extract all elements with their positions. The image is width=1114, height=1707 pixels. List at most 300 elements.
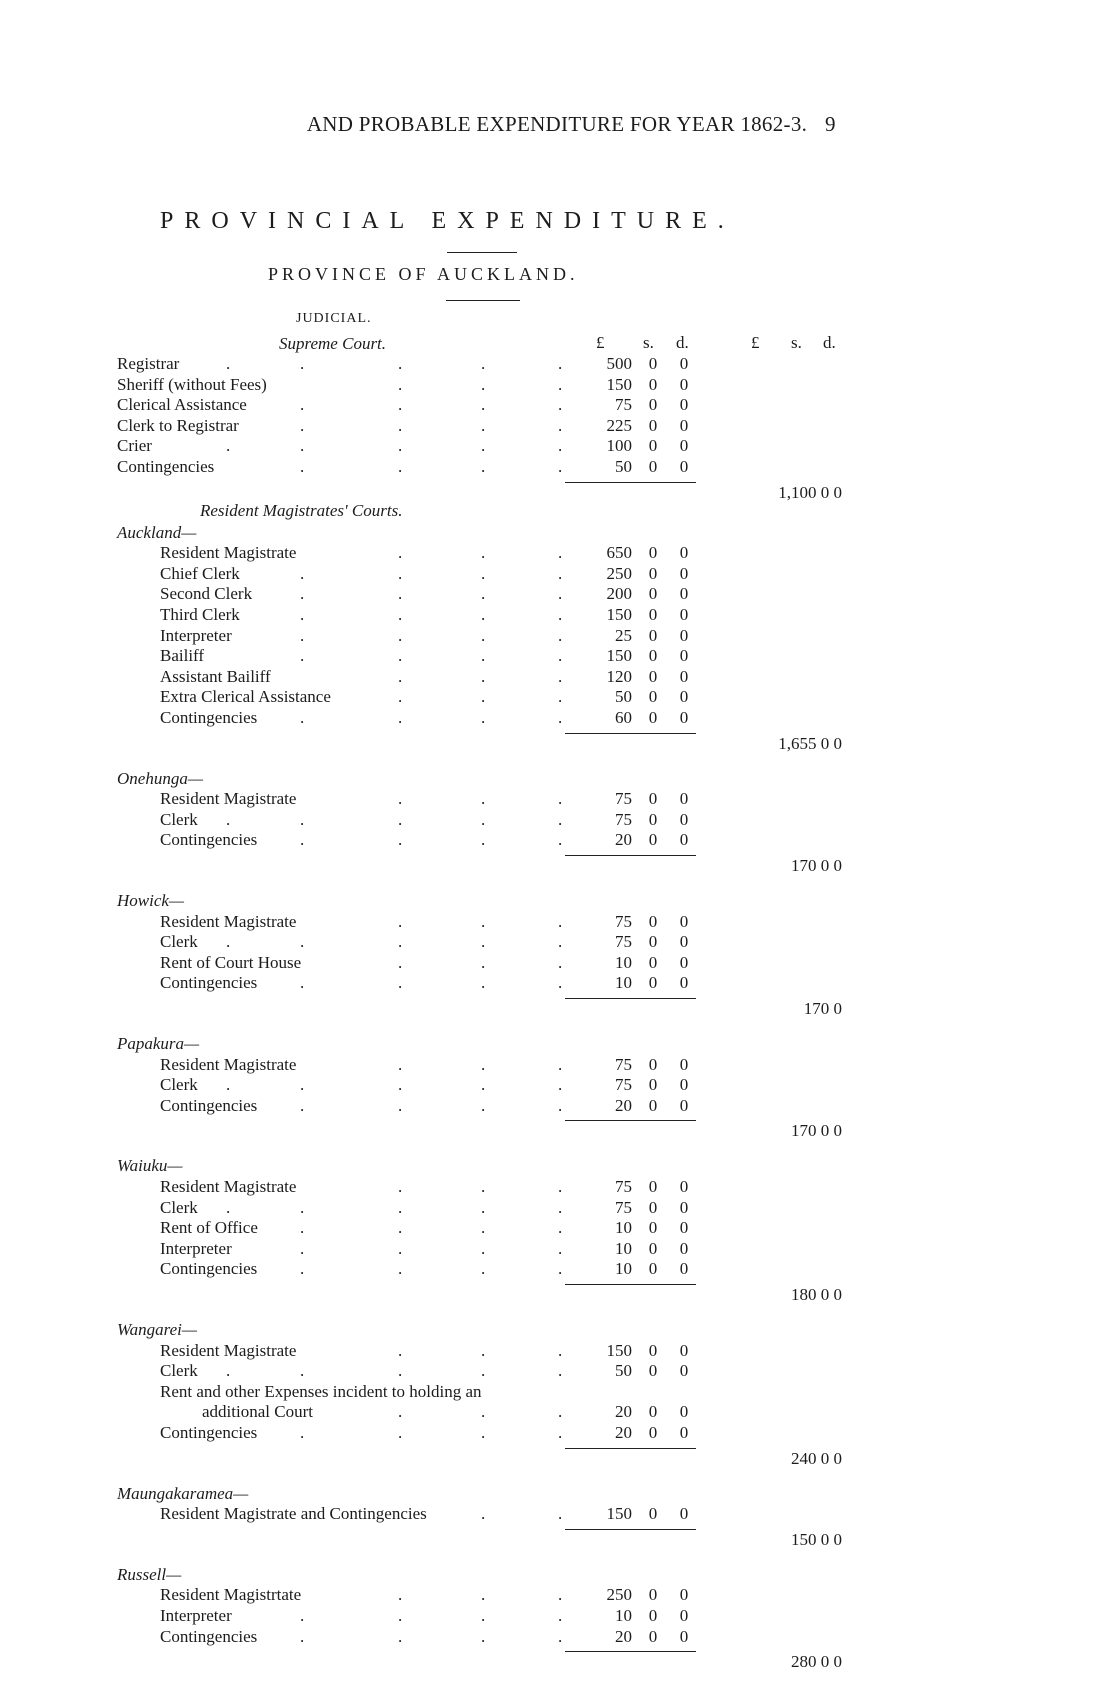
leader-dot: . (398, 1197, 403, 1217)
amount-pounds: 150 (606, 605, 632, 624)
leader-dot: . (226, 809, 231, 829)
amount-shillings: 0 (648, 666, 658, 686)
amount-pence: 0 (679, 584, 689, 604)
amount-pence: 0 (679, 708, 689, 727)
amount-pounds: 75 (615, 1075, 632, 1095)
leader-dot: . (558, 830, 563, 850)
line-item (0, 1341, 1114, 1361)
line-item (0, 1218, 1114, 1238)
amount-pounds: 10 (615, 1218, 632, 1238)
line-item-label: Third Clerk (160, 605, 240, 624)
amount-pence: 0 (679, 911, 689, 931)
leader-dot: . (300, 932, 305, 952)
line-item-label: Clerk (160, 1361, 198, 1381)
amount-shillings: 0 (648, 1177, 658, 1196)
leader-dot: . (558, 1626, 563, 1646)
leader-dot: . (398, 1238, 403, 1258)
line-item-label: Extra Clerical Assistance (160, 687, 331, 707)
leader-dot: . (398, 395, 403, 415)
amount-shillings: 0 (648, 687, 658, 707)
amount-shillings: 0 (648, 457, 658, 476)
leader-dot: . (481, 789, 486, 809)
subtotal-rule (565, 1448, 696, 1449)
leader-dot: . (481, 436, 486, 456)
leader-dot: . (481, 457, 486, 476)
amount-shillings: 0 (648, 354, 658, 373)
group-heading-label: Papakura— (117, 1034, 200, 1053)
line-item-label: Clerk (160, 809, 198, 829)
leader-dot: . (300, 1218, 305, 1238)
leader-dot: . (558, 1095, 563, 1115)
leader-dot: . (481, 1361, 486, 1381)
line-item (0, 457, 1114, 477)
amount-pence: 0 (679, 1340, 689, 1360)
line-item (0, 1504, 1114, 1524)
amount-pounds: 500 (606, 354, 632, 373)
leader-dot: . (300, 1259, 305, 1279)
line-item (0, 1177, 1114, 1197)
leader-dot: . (558, 687, 563, 707)
amount-pounds: 10 (615, 973, 632, 993)
line-item-label: Contingencies (160, 1095, 258, 1115)
subtotal-amount: 170 0 0 (791, 1121, 842, 1141)
subtotal-rule (565, 1284, 696, 1285)
amount-pounds: 75 (615, 395, 632, 415)
amount-pence: 0 (679, 354, 689, 373)
amount-pounds: 50 (615, 457, 632, 476)
leader-dot: . (558, 395, 563, 415)
line-item (0, 1096, 1114, 1116)
amount-shillings: 0 (648, 789, 658, 809)
amount-shillings: 0 (648, 374, 658, 394)
leader-dot: . (481, 809, 486, 829)
amount-pounds: 20 (615, 1095, 632, 1115)
amount-pence: 0 (679, 830, 689, 850)
amount-pence: 0 (679, 395, 689, 415)
running-header: AND PROBABLE EXPENDITURE FOR YEAR 1862-3. (306, 112, 808, 136)
line-item (0, 416, 1114, 436)
amount-pounds: 75 (615, 1197, 632, 1217)
leader-dot: . (558, 1585, 563, 1605)
leader-dot: . (398, 1054, 403, 1074)
amount-pounds: 225 (606, 415, 632, 435)
amount-shillings: 0 (648, 708, 658, 727)
amount-shillings: 0 (648, 436, 658, 456)
amount-pounds: 10 (615, 1606, 632, 1625)
amount-pence: 0 (679, 1259, 689, 1279)
group-heading-label: Maungakaramea— (117, 1483, 249, 1503)
amount-pounds: 200 (606, 584, 632, 604)
leader-dot: . (481, 605, 486, 624)
amount-pence: 0 (679, 1361, 689, 1381)
leader-dot: . (300, 1197, 305, 1217)
line-item (0, 375, 1114, 395)
leader-dot: . (558, 436, 563, 456)
leader-dot: . (481, 1238, 486, 1258)
amount-pounds: 650 (606, 543, 632, 563)
line-item (0, 564, 1114, 584)
col-header-pounds: £ (596, 333, 605, 352)
group-heading-label: Auckland— (117, 522, 197, 542)
amount-pence: 0 (679, 1054, 689, 1074)
leader-dot: . (481, 911, 486, 931)
leader-dot: . (558, 1361, 563, 1381)
amount-shillings: 0 (648, 584, 658, 604)
leader-dot: . (300, 395, 305, 415)
subtotal-rule (565, 733, 696, 734)
group-heading-label: Wangarei— (117, 1320, 197, 1339)
amount-shillings: 0 (648, 1075, 658, 1095)
leader-dot: . (481, 415, 486, 435)
amount-pence: 0 (679, 1218, 689, 1238)
leader-dot: . (558, 1259, 563, 1279)
line-item-label: Clerk (160, 1197, 198, 1217)
leader-dot: . (398, 415, 403, 435)
group-heading (0, 1565, 1114, 1585)
leader-dot: . (481, 354, 486, 373)
leader-dot: . (398, 932, 403, 952)
amount-pounds: 150 (606, 1504, 632, 1524)
line-item (0, 646, 1114, 666)
group-heading-label: Russell— (117, 1564, 182, 1584)
leader-dot: . (481, 646, 486, 666)
line-item-label: Rent of Office (160, 1218, 258, 1238)
leader-dot: . (558, 374, 563, 394)
leader-dot: . (398, 457, 403, 476)
line-item (0, 1423, 1114, 1443)
leader-dot: . (558, 543, 563, 563)
leader-dot: . (481, 1177, 486, 1196)
leader-dot: . (398, 1626, 403, 1646)
amount-shillings: 0 (648, 809, 658, 829)
line-item (0, 605, 1114, 625)
subtotal-amount: 170 0 0 (791, 856, 842, 875)
col-header-total-pence: d. (823, 333, 836, 352)
group-heading (0, 523, 1114, 543)
leader-dot: . (558, 789, 563, 809)
line-item-label: Clerk (160, 932, 198, 952)
leader-dot: . (398, 952, 403, 972)
line-item (0, 912, 1114, 932)
leader-dot: . (300, 436, 305, 456)
amount-pence: 0 (679, 1238, 689, 1258)
leader-dot: . (398, 708, 403, 727)
line-item (0, 354, 1114, 374)
group-heading (0, 1156, 1114, 1176)
amount-pounds: 75 (615, 911, 632, 931)
line-item (0, 810, 1114, 830)
line-item-label: Resident Magistrtate (160, 1585, 302, 1605)
amount-pounds: 75 (615, 932, 632, 952)
amount-pounds: 25 (615, 625, 632, 645)
subtotal-amount: 280 0 0 (791, 1652, 842, 1672)
amount-pounds: 150 (606, 646, 632, 666)
leader-dot: . (558, 1197, 563, 1217)
line-item-label: Clerk to Registrar (117, 415, 239, 435)
line-item-label: Sheriff (without Fees) (117, 374, 267, 394)
subtotal-rule (565, 1120, 696, 1121)
leader-dot: . (226, 354, 231, 373)
line-item (0, 667, 1114, 687)
col-header-total-pounds: £ (751, 333, 760, 352)
leader-dot: . (481, 708, 486, 727)
amount-shillings: 0 (648, 952, 658, 972)
col-header-total-shillings: s. (791, 333, 802, 352)
leader-dot: . (300, 1075, 305, 1095)
leader-dot: . (558, 1606, 563, 1625)
amount-pence: 0 (679, 1423, 689, 1442)
subtotal-amount: 180 0 0 (791, 1285, 842, 1304)
leader-dot: . (398, 374, 403, 394)
leader-dot: . (300, 457, 305, 476)
leader-dot: . (398, 354, 403, 373)
amount-pence: 0 (679, 973, 689, 993)
amount-shillings: 0 (648, 1095, 658, 1115)
leader-dot: . (558, 584, 563, 604)
subtotal-rule (565, 998, 696, 999)
amount-shillings: 0 (648, 1626, 658, 1646)
leader-dot: . (300, 1238, 305, 1258)
amount-shillings: 0 (648, 625, 658, 645)
group-heading-label: Onehunga— (117, 768, 203, 788)
leader-dot: . (481, 687, 486, 707)
line-item (0, 1627, 1114, 1647)
leader-dot: . (226, 436, 231, 456)
subtotal-amount: 240 0 0 (791, 1448, 842, 1468)
subtotal-amount: 150 0 0 (791, 1529, 842, 1549)
amount-shillings: 0 (648, 1054, 658, 1074)
amount-pence: 0 (679, 1075, 689, 1095)
amount-shillings: 0 (648, 1402, 658, 1422)
line-item (0, 1259, 1114, 1279)
leader-dot: . (481, 1606, 486, 1625)
line-item-label: Interpreter (160, 1238, 232, 1258)
amount-pounds: 50 (615, 1361, 632, 1381)
supreme-court-heading: Supreme Court. (279, 334, 387, 353)
amount-pence: 0 (679, 1606, 689, 1625)
leader-dot: . (398, 563, 403, 583)
line-item (0, 626, 1114, 646)
amount-shillings: 0 (648, 830, 658, 850)
leader-dot: . (558, 1504, 563, 1524)
leader-dot: . (481, 1504, 486, 1524)
amount-pence: 0 (679, 436, 689, 456)
leader-dot: . (481, 830, 486, 850)
leader-dot: . (481, 973, 486, 993)
leader-dot: . (481, 1423, 486, 1442)
leader-dot: . (398, 830, 403, 850)
leader-dot: . (481, 543, 486, 563)
leader-dot: . (558, 457, 563, 476)
line-item-label: Crier (117, 436, 152, 456)
leader-dot: . (300, 830, 305, 850)
amount-pounds: 250 (606, 563, 632, 583)
leader-dot: . (300, 563, 305, 583)
title-rule (447, 252, 517, 253)
line-item-label: Resident Magistrate (160, 911, 297, 931)
line-item-label: Resident Magistrate (160, 1340, 297, 1360)
amount-pence: 0 (679, 457, 689, 476)
leader-dot: . (300, 973, 305, 993)
amount-pounds: 20 (615, 1423, 632, 1442)
line-item (0, 1055, 1114, 1075)
amount-pence: 0 (679, 563, 689, 583)
amount-shillings: 0 (648, 1585, 658, 1605)
leader-dot: . (300, 1095, 305, 1115)
amount-pence: 0 (679, 1626, 689, 1646)
leader-dot: . (398, 1095, 403, 1115)
leader-dot: . (300, 646, 305, 666)
leader-dot: . (226, 1075, 231, 1095)
line-item-label: Contingencies (160, 830, 258, 850)
rm-courts-heading (0, 501, 1114, 521)
leader-dot: . (300, 354, 305, 373)
amount-pence: 0 (679, 1095, 689, 1115)
line-item-label: Contingencies (160, 973, 258, 993)
amount-shillings: 0 (648, 932, 658, 952)
leader-dot: . (558, 932, 563, 952)
group-heading (0, 891, 1114, 911)
leader-dot: . (481, 563, 486, 583)
leader-dot: . (558, 1054, 563, 1074)
amount-pence: 0 (679, 625, 689, 645)
subtotal-rule (565, 1651, 696, 1652)
line-item-label: Chief Clerk (160, 563, 240, 583)
leader-dot: . (558, 1075, 563, 1095)
amount-shillings: 0 (648, 1259, 658, 1279)
leader-dot: . (481, 1197, 486, 1217)
col-header-shillings: s. (643, 333, 654, 352)
line-item-label: Contingencies (160, 708, 258, 727)
group-heading (0, 1484, 1114, 1504)
line-item-label: Resident Magistrate and Contingencies (160, 1504, 427, 1524)
amount-shillings: 0 (648, 1218, 658, 1238)
amount-pounds: 10 (615, 952, 632, 972)
leader-dot: . (558, 605, 563, 624)
line-item-label: Resident Magistrate (160, 543, 297, 563)
line-item (0, 1585, 1114, 1605)
leader-dot: . (398, 1402, 403, 1422)
line-item-label: Resident Magistrate (160, 1177, 297, 1196)
amount-shillings: 0 (648, 1197, 658, 1217)
leader-dot: . (398, 605, 403, 624)
amount-shillings: 0 (648, 1423, 658, 1442)
leader-dot: . (398, 646, 403, 666)
leader-dot: . (300, 809, 305, 829)
line-item-label: Clerk (160, 1075, 198, 1095)
amount-shillings: 0 (648, 605, 658, 624)
amount-pence: 0 (679, 666, 689, 686)
amount-shillings: 0 (648, 1238, 658, 1258)
line-item-wrapped-label: Rent and other Expenses incident to holding an (160, 1381, 482, 1401)
line-item-label: Contingencies (117, 457, 215, 476)
group-heading (0, 769, 1114, 789)
amount-shillings: 0 (648, 1361, 658, 1381)
leader-dot: . (300, 1361, 305, 1381)
leader-dot: . (481, 1585, 486, 1605)
leader-dot: . (481, 932, 486, 952)
line-item (0, 395, 1114, 415)
amount-pence: 0 (679, 415, 689, 435)
subtotal-rule (565, 482, 696, 483)
leader-dot: . (558, 1402, 563, 1422)
amount-shillings: 0 (648, 1606, 658, 1625)
line-item (0, 932, 1114, 952)
amount-pounds: 100 (606, 436, 632, 456)
amount-pence: 0 (679, 789, 689, 809)
leader-dot: . (481, 1075, 486, 1095)
leader-dot: . (300, 1423, 305, 1442)
leader-dot: . (398, 809, 403, 829)
leader-dot: . (398, 1585, 403, 1605)
amount-pence: 0 (679, 687, 689, 707)
leader-dot: . (226, 1361, 231, 1381)
leader-dot: . (398, 436, 403, 456)
amount-shillings: 0 (648, 911, 658, 931)
leader-dot: . (226, 932, 231, 952)
amount-pounds: 20 (615, 830, 632, 850)
line-item-label: additional Court (202, 1402, 313, 1422)
leader-dot: . (300, 1606, 305, 1625)
line-item (0, 1075, 1114, 1095)
amount-pounds: 150 (606, 1340, 632, 1360)
amount-shillings: 0 (648, 395, 658, 415)
subtotal-amount: 170 0 (803, 999, 842, 1018)
leader-dot: . (558, 911, 563, 931)
leader-dot: . (558, 1340, 563, 1360)
leader-dot: . (398, 1218, 403, 1238)
line-item (0, 973, 1114, 993)
leader-dot: . (558, 1218, 563, 1238)
amount-pounds: 120 (606, 666, 632, 686)
leader-dot: . (481, 1340, 486, 1360)
line-item (0, 1198, 1114, 1218)
leader-dot: . (558, 666, 563, 686)
leader-dot: . (481, 666, 486, 686)
leader-dot: . (558, 708, 563, 727)
leader-dot: . (481, 625, 486, 645)
line-item (0, 708, 1114, 728)
province-title: PROVINCE OF AUCKLAND. (268, 264, 579, 284)
amount-pence: 0 (679, 543, 689, 563)
leader-dot: . (481, 1402, 486, 1422)
leader-dot: . (558, 646, 563, 666)
line-item-label: Rent of Court House (160, 952, 302, 972)
leader-dot: . (300, 1626, 305, 1646)
amount-pence: 0 (679, 1197, 689, 1217)
amount-pounds: 50 (615, 687, 632, 707)
amount-pence: 0 (679, 952, 689, 972)
amount-pence: 0 (679, 605, 689, 624)
group-heading-label: Howick— (117, 891, 185, 910)
amount-shillings: 0 (648, 1340, 658, 1360)
group-heading (0, 1034, 1114, 1054)
amount-pence: 0 (679, 1402, 689, 1422)
leader-dot: . (398, 543, 403, 563)
line-item (0, 1361, 1114, 1381)
subtotal-rule (565, 1529, 696, 1530)
leader-dot: . (398, 1177, 403, 1196)
leader-dot: . (398, 625, 403, 645)
line-item-label: Contingencies (160, 1423, 258, 1442)
page-number: 9 (825, 112, 836, 136)
leader-dot: . (481, 1626, 486, 1646)
amount-pounds: 75 (615, 789, 632, 809)
leader-dot: . (558, 1423, 563, 1442)
line-item-label: Second Clerk (160, 584, 253, 604)
line-item-label: Resident Magistrate (160, 1054, 297, 1074)
leader-dot: . (558, 1238, 563, 1258)
